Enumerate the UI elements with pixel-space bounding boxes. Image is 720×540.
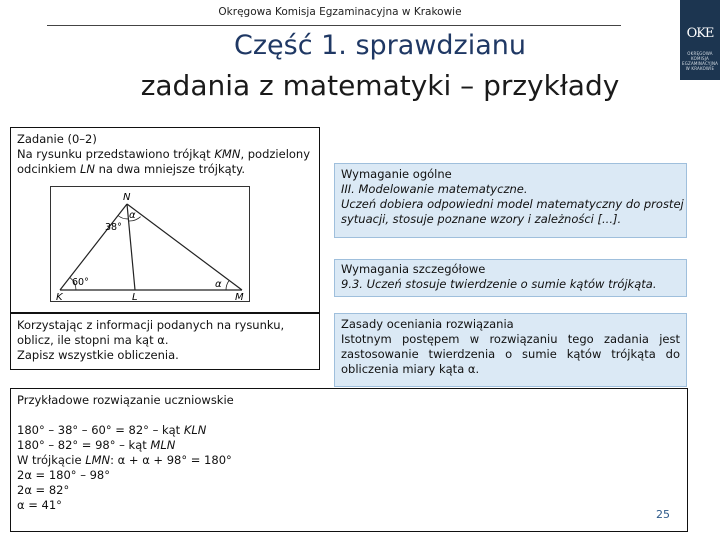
logo-mark: OKE — [686, 26, 714, 41]
vertex-label-n: N — [123, 192, 131, 203]
command-line: Korzystając z informacji podanych na rysunku, — [17, 318, 285, 332]
angle-label-60: 60° — [72, 277, 89, 288]
header-institution: Okręgowa Komisja Egzaminacyjna w Krakowie — [218, 6, 462, 18]
angle-label-38: 38° — [105, 222, 122, 233]
title-line-2: zadania z matematyki – przykłady — [140, 69, 620, 102]
solution-step: 180° – 82° = 98° – kąt MLN — [17, 438, 176, 452]
scoring-heading: Zasady oceniania rozwiązania — [341, 317, 514, 331]
solution-box — [10, 388, 688, 532]
page-number: 25 — [656, 508, 670, 521]
solution-step: 180° – 38° – 60° = 82° – kąt KLN — [17, 423, 207, 437]
vertex-label-m: M — [235, 292, 244, 302]
requirement-general-line: Uczeń dobiera odpowiedni model matematyczny do prostej — [341, 197, 684, 211]
command-line: Zapisz wszystkie obliczenia. — [17, 348, 179, 362]
triangle-figure — [50, 186, 250, 302]
scoring-text: Istotnym postępem w rozwiązaniu tego zadania jest zastosowanie twierdzenia o sumie kątów trójkąta do obliczenia miary kąta α. — [341, 332, 680, 376]
solution-step: 2α = 82° — [17, 483, 70, 497]
requirement-general-heading: Wymaganie ogólne — [341, 167, 452, 181]
logo-line: OKRĘGOWA — [687, 51, 713, 56]
vertex-label-l: L — [132, 292, 138, 302]
angle-label-alpha-right: α — [215, 279, 222, 290]
requirement-detailed-heading: Wymagania szczegółowe — [341, 262, 486, 276]
solution-step: α = 41° — [17, 498, 62, 512]
requirement-general-box — [334, 163, 687, 238]
requirement-general-line: sytuacji, stosuje poznane wzory i zależności [...]. — [341, 212, 622, 226]
logo-line: EGZAMINACYJNA — [682, 61, 719, 66]
title-line-1: Część 1. sprawdzianu — [234, 30, 526, 61]
vertex-label-k: K — [56, 292, 63, 302]
command-line: oblicz, ile stopni ma kąt α. — [17, 333, 169, 347]
header-divider — [47, 25, 621, 26]
command-box — [10, 313, 320, 370]
task-text-line-1: Na rysunku przedstawiono trójkąt KMN, podzielony — [17, 147, 311, 161]
scoring-box — [334, 313, 687, 387]
solution-step: W trójkącie LMN: α + α + 98° = 180° — [17, 453, 232, 467]
angle-label-alpha-top: α — [129, 210, 136, 221]
task-heading: Zadanie (0–2) — [17, 132, 97, 146]
logo-line: W KRAKOWIE — [685, 66, 715, 71]
requirement-general-line: III. Modelowanie matematyczne. — [341, 182, 528, 196]
task-text-line-2: odcinkiem LN na dwa mniejsze trójkąty. — [17, 162, 245, 176]
solution-heading: Przykładowe rozwiązanie uczniowskie — [17, 393, 234, 407]
requirement-detailed-line: 9.3. Uczeń stosuje twierdzenie o sumie kątów trójkąta. — [341, 277, 657, 291]
requirement-detailed-box — [334, 259, 687, 297]
logo-line: KOMISJA — [691, 56, 709, 61]
solution-step: 2α = 180° – 98° — [17, 468, 110, 482]
